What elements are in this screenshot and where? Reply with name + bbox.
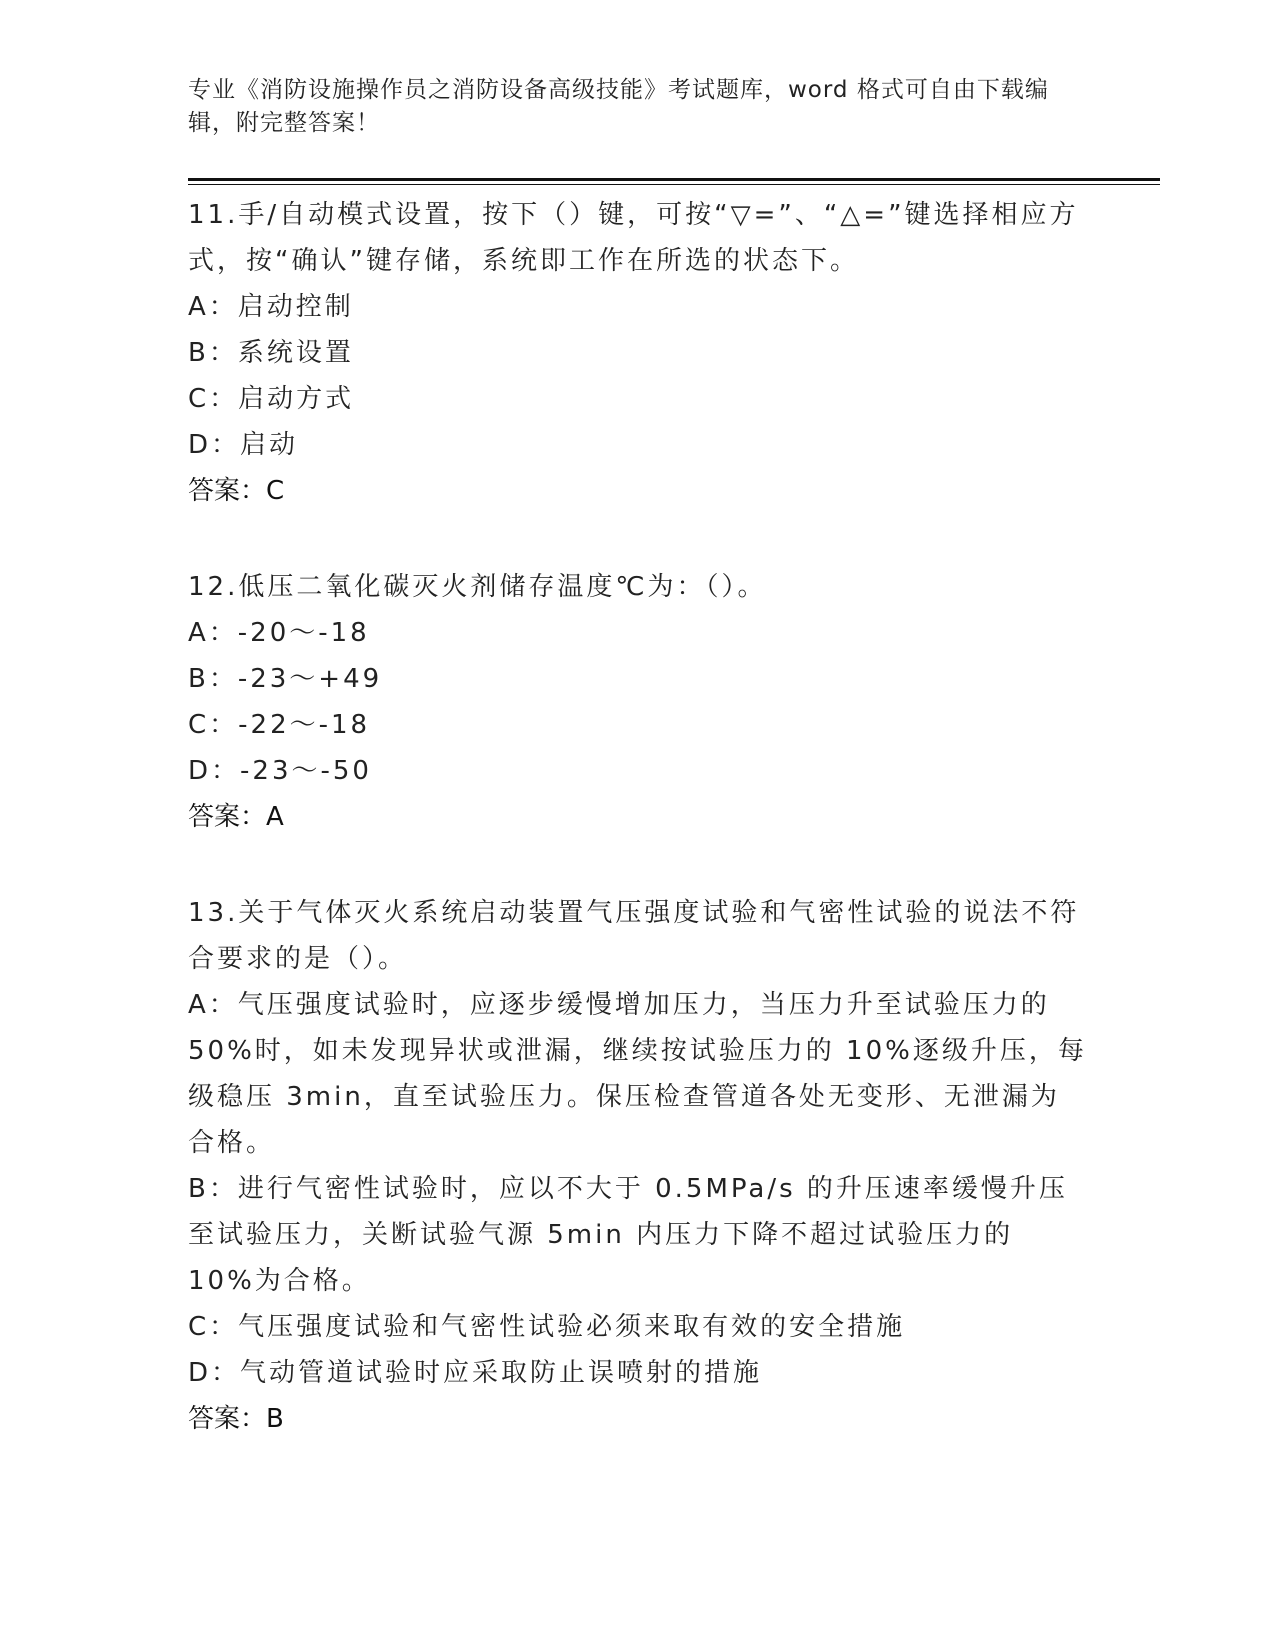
- header-divider-thick: [188, 178, 1160, 181]
- option-d: D：启动: [188, 430, 299, 460]
- option-b: B：-23～+49: [188, 664, 383, 694]
- question-list: [188, 192, 1088, 1492]
- header-divider-thin: [188, 184, 1160, 185]
- answer-line: 答案：C: [188, 476, 285, 506]
- option-c: C：启动方式: [188, 384, 355, 414]
- question-12: [188, 564, 1088, 840]
- option-b: B：进行气密性试验时，应以不大于 0.5MPa/s 的升压速率缓慢升压至试验压力，关断试验气源 5min 内压力下降不超过试验压力的 10%为合格。: [188, 1174, 1068, 1296]
- header-line-1: 专业《消防设施操作员之消防设备高级技能》考试题库，word 格式可自由下载编: [188, 77, 1049, 103]
- document-header: [188, 74, 1068, 140]
- option-d: D：气动管道试验时应采取防止误喷射的措施: [188, 1358, 763, 1388]
- option-a: A：气压强度试验时，应逐步缓慢增加压力，当压力升至试验压力的50%时，如未发现异状或泄漏，继续按试验压力的 10%逐级升压，每级稳压 3min，直至试验压力。保压检查管道各处无变形、无泄漏为合格。: [188, 990, 1087, 1158]
- question-stem: 11.手/自动模式设置，按下（）键，可按“▽=”、“△=”键选择相应方式，按“确认”键存储，系统即工作在所选的状态下。: [188, 200, 1079, 276]
- option-a: A：-20～-18: [188, 618, 370, 648]
- question-stem: 12.低压二氧化碳灭火剂储存温度℃为：（）。: [188, 572, 767, 602]
- question-stem: 13.关于气体灭火系统启动装置气压强度试验和气密性试验的说法不符合要求的是（）。: [188, 898, 1080, 974]
- header-line-2: 辑，附完整答案！: [188, 110, 380, 136]
- question-13: [188, 890, 1088, 1442]
- answer-line: 答案：B: [188, 1404, 284, 1434]
- option-d: D：-23～-50: [188, 756, 372, 786]
- option-a: A：启动控制: [188, 292, 354, 322]
- question-11: [188, 192, 1088, 514]
- option-c: C：-22～-18: [188, 710, 371, 740]
- option-b: B：系统设置: [188, 338, 354, 368]
- answer-line: 答案：A: [188, 802, 284, 832]
- option-c: C：气压强度试验和气密性试验必须来取有效的安全措施: [188, 1312, 906, 1342]
